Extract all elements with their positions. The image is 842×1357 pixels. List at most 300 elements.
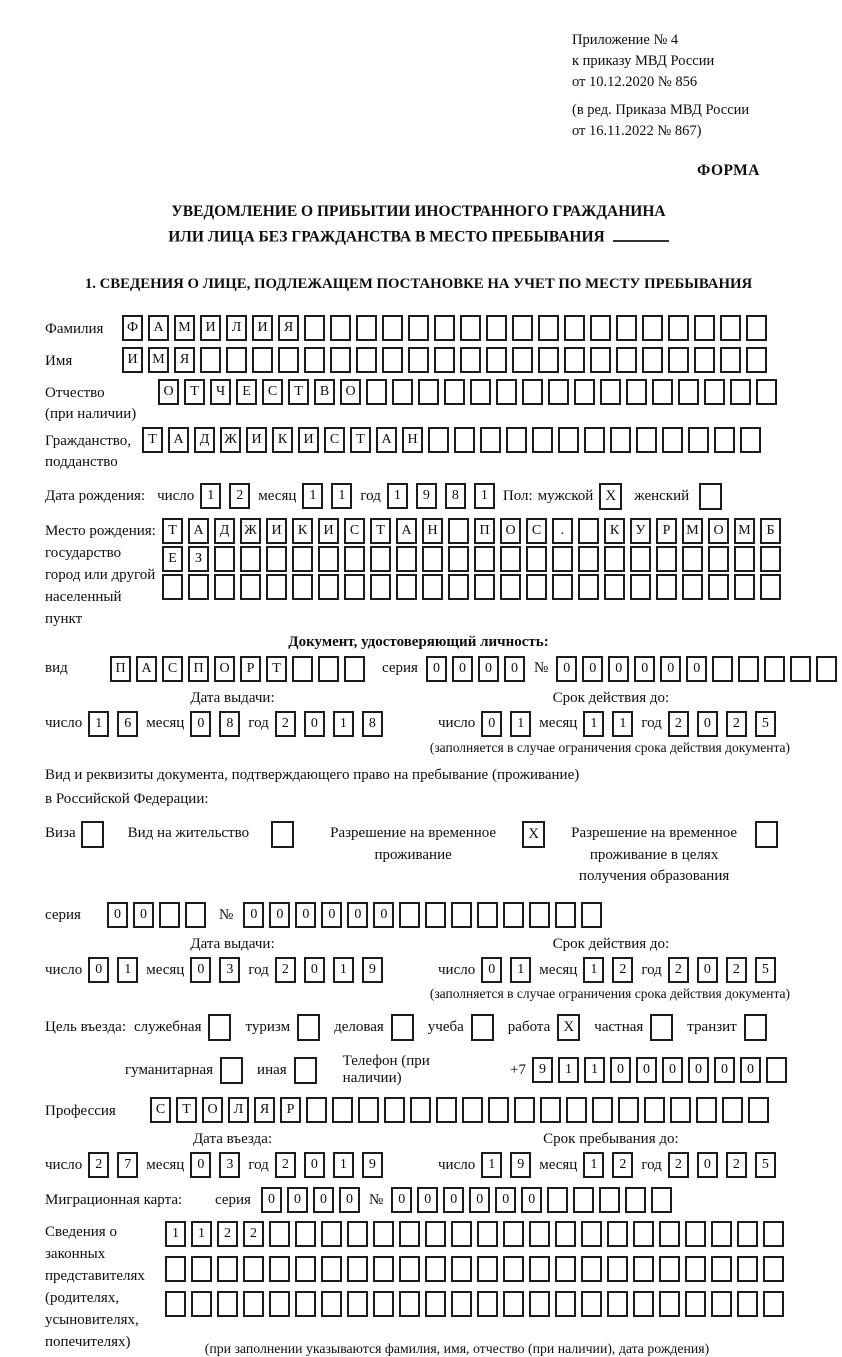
char-box[interactable] [670,1097,691,1123]
char-box[interactable] [514,1097,535,1123]
char-box[interactable] [685,1256,706,1282]
char-box[interactable] [480,427,501,453]
char-box[interactable]: 0 [391,1187,412,1213]
char-box[interactable]: 2 [275,711,296,737]
char-box[interactable] [217,1291,238,1317]
char-box[interactable] [633,1256,654,1282]
char-box[interactable] [396,546,417,572]
char-box[interactable]: 0 [697,1152,718,1178]
char-box[interactable]: 0 [133,902,154,928]
char-box[interactable]: Д [214,518,235,544]
purpose-humanitarian-checkbox[interactable] [220,1057,243,1084]
char-box[interactable] [434,315,455,341]
char-box[interactable] [552,574,573,600]
char-box[interactable]: 2 [612,1152,633,1178]
char-box[interactable] [408,315,429,341]
char-box[interactable] [659,1221,680,1247]
char-box[interactable]: 0 [686,656,707,682]
visa-checkbox[interactable] [81,821,104,848]
char-box[interactable]: А [188,518,209,544]
char-box[interactable] [734,574,755,600]
char-box[interactable] [451,1221,472,1247]
purpose-study-checkbox[interactable] [471,1014,494,1041]
char-box[interactable]: А [136,656,157,682]
char-box[interactable]: Л [228,1097,249,1123]
char-box[interactable]: 1 [583,711,604,737]
char-box[interactable] [656,546,677,572]
char-box[interactable] [766,1057,787,1083]
char-box[interactable] [321,1256,342,1282]
char-box[interactable] [694,347,715,373]
char-box[interactable] [573,1187,594,1213]
char-box[interactable] [584,427,605,453]
char-box[interactable]: 0 [304,711,325,737]
char-box[interactable]: 0 [556,656,577,682]
char-box[interactable]: О [214,656,235,682]
char-box[interactable] [486,347,507,373]
char-box[interactable]: З [188,546,209,572]
char-box[interactable]: 5 [755,1152,776,1178]
char-box[interactable]: 0 [610,1057,631,1083]
char-box[interactable] [240,546,261,572]
char-box[interactable]: 0 [287,1187,308,1213]
char-box[interactable] [734,546,755,572]
char-box[interactable]: Р [656,518,677,544]
char-box[interactable]: Я [254,1097,275,1123]
char-box[interactable] [214,574,235,600]
char-box[interactable]: С [344,518,365,544]
char-box[interactable]: И [252,315,273,341]
char-box[interactable] [816,656,837,682]
char-box[interactable]: 2 [243,1221,264,1247]
char-box[interactable]: К [272,427,293,453]
char-box[interactable]: М [174,315,195,341]
char-box[interactable]: 0 [452,656,473,682]
char-box[interactable] [581,902,602,928]
char-box[interactable] [185,902,206,928]
char-box[interactable]: Н [402,427,423,453]
char-box[interactable] [318,546,339,572]
char-box[interactable]: Р [240,656,261,682]
char-box[interactable]: 0 [697,957,718,983]
char-box[interactable] [486,315,507,341]
char-box[interactable] [269,1221,290,1247]
char-box[interactable] [347,1221,368,1247]
char-box[interactable] [763,1256,784,1282]
char-box[interactable] [748,1097,769,1123]
char-box[interactable] [356,347,377,373]
char-box[interactable]: И [122,347,143,373]
char-box[interactable] [477,1256,498,1282]
char-box[interactable] [630,546,651,572]
char-box[interactable] [633,1291,654,1317]
char-box[interactable]: 1 [333,1152,354,1178]
char-box[interactable] [636,427,657,453]
char-box[interactable]: И [266,518,287,544]
char-box[interactable]: 1 [165,1221,186,1247]
char-box[interactable] [529,1221,550,1247]
char-box[interactable] [566,1097,587,1123]
char-box[interactable] [366,379,387,405]
char-box[interactable]: 1 [612,711,633,737]
char-box[interactable] [610,427,631,453]
char-box[interactable] [548,379,569,405]
char-box[interactable] [642,347,663,373]
char-box[interactable]: 0 [304,1152,325,1178]
char-box[interactable] [243,1256,264,1282]
char-box[interactable] [422,546,443,572]
char-box[interactable] [526,574,547,600]
char-box[interactable] [370,546,391,572]
char-box[interactable]: 2 [726,1152,747,1178]
char-box[interactable]: О [158,379,179,405]
char-box[interactable]: П [474,518,495,544]
char-box[interactable] [477,902,498,928]
char-box[interactable]: 6 [117,711,138,737]
char-box[interactable]: 1 [510,957,531,983]
char-box[interactable]: С [324,427,345,453]
char-box[interactable] [529,1291,550,1317]
char-box[interactable] [165,1256,186,1282]
char-box[interactable] [526,546,547,572]
char-box[interactable]: 0 [660,656,681,682]
char-box[interactable]: 1 [584,1057,605,1083]
char-box[interactable] [399,1291,420,1317]
char-box[interactable] [740,427,761,453]
char-box[interactable] [266,546,287,572]
char-box[interactable]: 2 [88,1152,109,1178]
char-box[interactable] [425,1221,446,1247]
char-box[interactable] [720,315,741,341]
char-box[interactable] [678,379,699,405]
char-box[interactable]: И [298,427,319,453]
char-box[interactable] [760,574,781,600]
char-box[interactable] [708,574,729,600]
char-box[interactable] [448,546,469,572]
char-box[interactable] [408,347,429,373]
char-box[interactable]: Д [194,427,215,453]
char-box[interactable]: И [246,427,267,453]
temp-residence-education-checkbox[interactable] [755,821,778,848]
char-box[interactable] [656,574,677,600]
char-box[interactable]: 0 [321,902,342,928]
char-box[interactable]: А [396,518,417,544]
char-box[interactable] [474,546,495,572]
char-box[interactable]: 2 [668,957,689,983]
char-box[interactable] [306,1097,327,1123]
char-box[interactable]: О [340,379,361,405]
char-box[interactable] [304,315,325,341]
male-checkbox[interactable]: X [599,483,622,510]
char-box[interactable] [418,379,439,405]
char-box[interactable] [737,1256,758,1282]
char-box[interactable] [460,315,481,341]
char-box[interactable]: Б [760,518,781,544]
char-box[interactable]: Л [226,315,247,341]
char-box[interactable] [529,1256,550,1282]
char-box[interactable] [503,1256,524,1282]
char-box[interactable]: 2 [229,483,250,509]
char-box[interactable] [410,1097,431,1123]
char-box[interactable] [451,902,472,928]
char-box[interactable] [682,574,703,600]
char-box[interactable] [444,379,465,405]
char-box[interactable]: И [318,518,339,544]
char-box[interactable] [711,1221,732,1247]
char-box[interactable] [512,315,533,341]
char-box[interactable]: 0 [495,1187,516,1213]
char-box[interactable] [344,656,365,682]
char-box[interactable] [436,1097,457,1123]
char-box[interactable] [694,315,715,341]
char-box[interactable] [600,379,621,405]
char-box[interactable]: 1 [331,483,352,509]
char-box[interactable] [555,902,576,928]
char-box[interactable] [763,1291,784,1317]
char-box[interactable]: 0 [426,656,447,682]
char-box[interactable] [165,1291,186,1317]
char-box[interactable]: 1 [333,711,354,737]
char-box[interactable] [292,656,313,682]
char-box[interactable]: 0 [339,1187,360,1213]
char-box[interactable]: 0 [304,957,325,983]
char-box[interactable] [630,574,651,600]
char-box[interactable] [578,518,599,544]
char-box[interactable]: 0 [295,902,316,928]
char-box[interactable] [295,1221,316,1247]
char-box[interactable] [448,574,469,600]
char-box[interactable]: 0 [740,1057,761,1083]
char-box[interactable] [592,1097,613,1123]
char-box[interactable] [746,347,767,373]
char-box[interactable]: Т [142,427,163,453]
char-box[interactable] [633,1221,654,1247]
char-box[interactable]: Ч [210,379,231,405]
char-box[interactable] [488,1097,509,1123]
char-box[interactable]: 2 [275,1152,296,1178]
char-box[interactable]: Я [174,347,195,373]
char-box[interactable] [240,574,261,600]
char-box[interactable] [399,1256,420,1282]
char-box[interactable] [616,315,637,341]
char-box[interactable] [555,1291,576,1317]
char-box[interactable] [599,1187,620,1213]
purpose-transit-checkbox[interactable] [744,1014,767,1041]
char-box[interactable]: 0 [608,656,629,682]
char-box[interactable] [428,427,449,453]
char-box[interactable]: С [526,518,547,544]
purpose-work-checkbox[interactable]: X [557,1014,580,1041]
char-box[interactable] [712,656,733,682]
char-box[interactable]: 1 [510,711,531,737]
char-box[interactable] [454,427,475,453]
char-box[interactable]: Т [266,656,287,682]
char-box[interactable] [737,1221,758,1247]
char-box[interactable]: 9 [362,957,383,983]
char-box[interactable]: 8 [362,711,383,737]
char-box[interactable] [503,1291,524,1317]
char-box[interactable] [384,1097,405,1123]
char-box[interactable]: У [630,518,651,544]
char-box[interactable]: Я [278,315,299,341]
char-box[interactable] [226,347,247,373]
char-box[interactable] [581,1291,602,1317]
char-box[interactable] [496,379,517,405]
char-box[interactable]: Т [176,1097,197,1123]
char-box[interactable] [644,1097,665,1123]
purpose-official-checkbox[interactable] [208,1014,231,1041]
char-box[interactable]: С [150,1097,171,1123]
char-box[interactable] [578,546,599,572]
char-box[interactable]: К [292,518,313,544]
char-box[interactable] [738,656,759,682]
char-box[interactable] [356,315,377,341]
char-box[interactable] [295,1256,316,1282]
char-box[interactable] [659,1256,680,1282]
char-box[interactable]: 1 [558,1057,579,1083]
char-box[interactable] [347,1291,368,1317]
char-box[interactable]: М [734,518,755,544]
char-box[interactable] [347,1256,368,1282]
char-box[interactable]: 3 [219,1152,240,1178]
char-box[interactable] [590,315,611,341]
char-box[interactable] [425,1291,446,1317]
char-box[interactable]: Т [162,518,183,544]
char-box[interactable] [500,574,521,600]
char-box[interactable] [708,546,729,572]
char-box[interactable] [512,347,533,373]
char-box[interactable] [604,546,625,572]
char-box[interactable] [722,1097,743,1123]
char-box[interactable] [503,1221,524,1247]
char-box[interactable] [685,1221,706,1247]
char-box[interactable] [477,1221,498,1247]
char-box[interactable]: 0 [269,902,290,928]
char-box[interactable]: Е [162,546,183,572]
char-box[interactable]: 5 [755,711,776,737]
char-box[interactable] [642,315,663,341]
char-box[interactable] [370,574,391,600]
char-box[interactable]: И [200,315,221,341]
char-box[interactable] [790,656,811,682]
female-checkbox[interactable] [699,483,722,510]
char-box[interactable] [292,574,313,600]
char-box[interactable]: 2 [668,711,689,737]
char-box[interactable] [696,1097,717,1123]
char-box[interactable]: 9 [532,1057,553,1083]
char-box[interactable]: 0 [88,957,109,983]
char-box[interactable]: 1 [191,1221,212,1247]
char-box[interactable] [532,427,553,453]
char-box[interactable] [474,574,495,600]
char-box[interactable]: 2 [612,957,633,983]
char-box[interactable] [243,1291,264,1317]
char-box[interactable] [477,1291,498,1317]
char-box[interactable] [522,379,543,405]
char-box[interactable] [200,347,221,373]
char-box[interactable] [564,347,585,373]
char-box[interactable] [506,427,527,453]
char-box[interactable] [425,902,446,928]
char-box[interactable] [396,574,417,600]
char-box[interactable] [578,574,599,600]
char-box[interactable]: 0 [697,711,718,737]
char-box[interactable]: 2 [726,957,747,983]
char-box[interactable] [581,1221,602,1247]
char-box[interactable] [451,1291,472,1317]
char-box[interactable] [422,574,443,600]
char-box[interactable] [558,427,579,453]
char-box[interactable] [618,1097,639,1123]
char-box[interactable] [552,546,573,572]
char-box[interactable] [266,574,287,600]
char-box[interactable] [304,347,325,373]
char-box[interactable]: 8 [445,483,466,509]
char-box[interactable]: 0 [481,711,502,737]
char-box[interactable] [321,1221,342,1247]
char-box[interactable] [730,379,751,405]
char-box[interactable]: Ф [122,315,143,341]
char-box[interactable]: 1 [302,483,323,509]
char-box[interactable]: Ж [220,427,241,453]
purpose-business-checkbox[interactable] [391,1014,414,1041]
char-box[interactable]: 2 [217,1221,238,1247]
purpose-tourism-checkbox[interactable] [297,1014,320,1041]
char-box[interactable]: 1 [117,957,138,983]
char-box[interactable] [162,574,183,600]
char-box[interactable] [662,427,683,453]
char-box[interactable] [373,1291,394,1317]
char-box[interactable]: 2 [275,957,296,983]
char-box[interactable] [616,347,637,373]
char-box[interactable]: 1 [481,1152,502,1178]
char-box[interactable] [737,1291,758,1317]
char-box[interactable]: 2 [668,1152,689,1178]
char-box[interactable] [470,379,491,405]
temp-residence-checkbox[interactable]: X [522,821,545,848]
char-box[interactable] [538,347,559,373]
char-box[interactable] [763,1221,784,1247]
char-box[interactable]: 9 [362,1152,383,1178]
char-box[interactable] [555,1256,576,1282]
char-box[interactable]: Т [370,518,391,544]
char-box[interactable] [278,347,299,373]
char-box[interactable]: 7 [117,1152,138,1178]
char-box[interactable] [332,1097,353,1123]
char-box[interactable] [344,574,365,600]
char-box[interactable]: 0 [373,902,394,928]
char-box[interactable]: 0 [714,1057,735,1083]
char-box[interactable] [344,546,365,572]
char-box[interactable] [269,1291,290,1317]
char-box[interactable]: 0 [582,656,603,682]
char-box[interactable]: 1 [88,711,109,737]
char-box[interactable] [399,1221,420,1247]
char-box[interactable]: 0 [634,656,655,682]
char-box[interactable]: 9 [416,483,437,509]
char-box[interactable] [451,1256,472,1282]
char-box[interactable] [704,379,725,405]
char-box[interactable]: Н [422,518,443,544]
char-box[interactable] [382,347,403,373]
char-box[interactable] [252,347,273,373]
char-box[interactable] [321,1291,342,1317]
char-box[interactable]: В [314,379,335,405]
char-box[interactable]: Е [236,379,257,405]
char-box[interactable]: 1 [200,483,221,509]
char-box[interactable] [711,1256,732,1282]
char-box[interactable] [503,902,524,928]
